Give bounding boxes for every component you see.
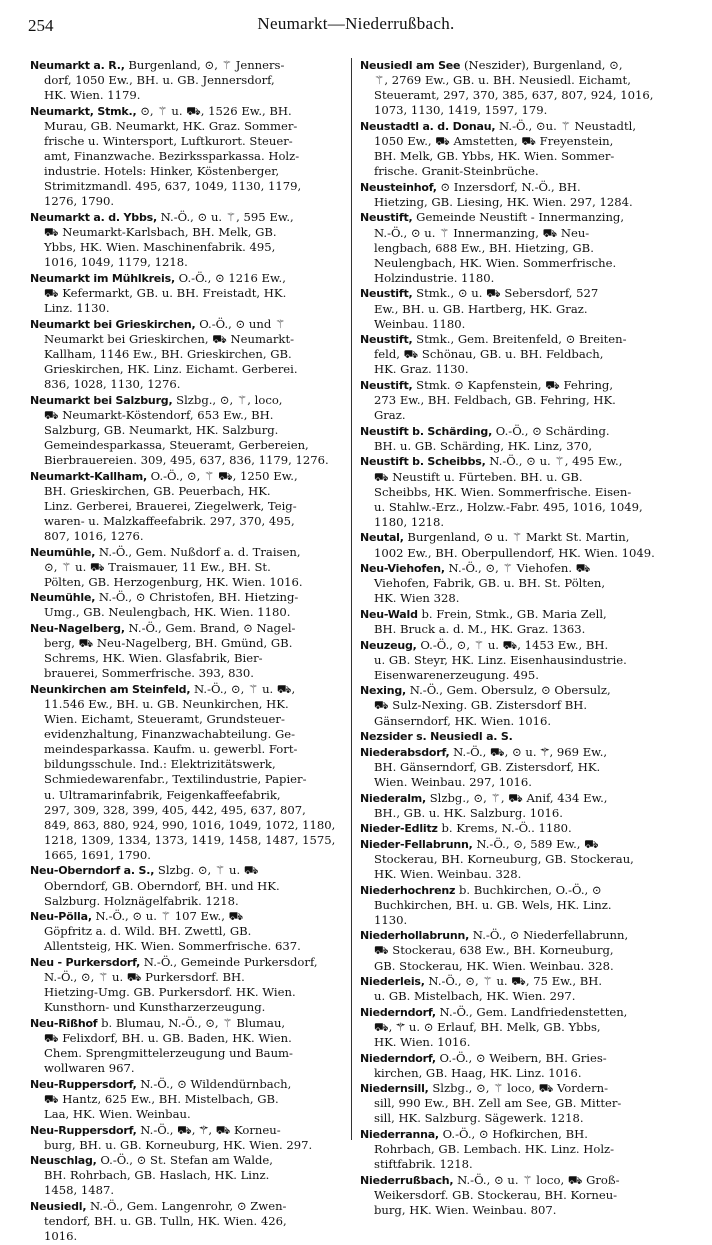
entry-body: N.-Ö., ⊙, 589 Ew., ⛟ Stockerau, BH. Korneuburg, GB. Stockerau, HK. Wien. Weinbau. 328.: [374, 836, 634, 881]
entry-heading: Niederranna,: [360, 1128, 439, 1142]
directory-entry: [360, 530, 678, 560]
directory-entry: [360, 883, 678, 928]
entry-body: Slzbg., ⊙, ⚚ loco, ⛟ Vordern- sill, 990 Ew., BH. Zell am See, GB. Mitter- sill, HK. Salzburg. Sägewerk. 1218.: [374, 1081, 622, 1126]
entry-heading: Niederrußbach,: [360, 1173, 454, 1187]
entry-body: N.-Ö., ⊙u. ⚚ Neustadtl, 1050 Ew., ⛟ Amstetten, ⛟ Freyenstein, BH. Melk, GB. Ybbs, HK. Wien. Sommer- frische. Granit-Steinbrüche.: [374, 118, 636, 179]
directory-entry: [360, 286, 678, 331]
entry-heading: Nezsider s. Neusiedl a. S.: [360, 730, 513, 744]
entry-heading: Neuzeug,: [360, 638, 417, 652]
directory-entry: [30, 863, 348, 908]
entry-heading: Niederhochrenz: [360, 883, 456, 897]
entry-body: N.-Ö., ⊙ Christofen, BH. Hietzing- Umg., GB. Neulengbach, HK. Wien. 1180.: [44, 590, 299, 620]
entry-body: N.-Ö., Gem. Langenrohr, ⊙ Zwen- tendorf, BH. u. GB. Tulln, HK. Wien. 426, 1016.: [44, 1199, 287, 1244]
entry-heading: Neumarkt, Stmk.,: [30, 104, 137, 118]
entry-heading: Niederalm,: [360, 791, 427, 805]
directory-entry: [360, 58, 678, 118]
entry-body: Stmk., ⊙ u. ⛟ Sebersdorf, 527 Ew., BH. u. GB. Hartberg, HK. Graz. Weinbau. 1180.: [374, 286, 599, 331]
entry-heading: Neusteinhof,: [360, 180, 437, 194]
entry-heading: Neustadtl a. d. Donau,: [360, 119, 496, 133]
entry-body: b. Frein, Stmk., GB. Maria Zell, BH. Bruck a. d. M., HK. Graz. 1363.: [374, 606, 607, 636]
entry-body: N.-Ö., Gem. Obersulz, ⊙ Obersulz, ⛟ Sulz-Nexing. GB. Zistersdorf BH. Gänserndorf, HK. Wien. 1016.: [374, 683, 611, 728]
entry-body: N.-Ö., ⛟, ⚚, ⛟ Korneu- burg, BH. u. GB. Korneuburg, HK. Wien. 297.: [44, 1122, 313, 1152]
entry-heading: Neu-Wald: [360, 607, 418, 621]
directory-entry: [360, 1127, 678, 1172]
directory-entry: [360, 180, 678, 210]
directory-entry: [360, 561, 678, 606]
entry-body: O.-Ö., ⊙ Schärding. BH. u. GB. Schärding, HK. Linz, 370,: [374, 423, 610, 453]
entry-heading: Neumarkt im Mühlkreis,: [30, 271, 175, 285]
directory-entry: [360, 974, 678, 1004]
entry-heading: Neustift,: [360, 378, 413, 392]
entry-heading: Niederleis,: [360, 975, 425, 989]
entry-body: N.-Ö., ⊙, ⚚ u. ⛟, 75 Ew., BH. u. GB. Mistelbach, HK. Wien. 297.: [374, 974, 603, 1004]
directory-entry: [360, 791, 678, 821]
directory-entry: [360, 1081, 678, 1126]
entry-body: N.-Ö., ⊙ u. ⚚ 107 Ew., ⛟ Göpfritz a. d. Wild. BH. Zwettl, GB. Allentsteig, HK. Wien. Sommerfrische. 637.: [44, 909, 301, 954]
entry-body: N.-Ö., Gem. Nußdorf a. d. Traisen, ⊙, ⚚ u. ⛟ Traismauer, 11 Ew., BH. St. Pölten, GB. Herzogenburg, HK. Wien. 1016.: [44, 544, 303, 589]
directory-entry: [30, 545, 348, 590]
directory-entry: [360, 683, 678, 728]
directory-entry: [30, 682, 348, 863]
entry-body: O.-Ö., ⊙ St. Stefan am Walde, BH. Rohrbach, GB. Haslach, HK. Linz. 1458, 1487.: [44, 1153, 273, 1198]
directory-entry: [360, 378, 678, 423]
entry-heading: Neustift,: [360, 287, 413, 301]
entry-body: O.-Ö., ⊙ und ⚚ Neumarkt bei Grieskirchen, ⛟ Neumarkt- Kallham, 1146 Ew., BH. Grieskirchen, GB. Grieskirchen, HK. Linz. Eichamt. Gerberei. 836, 1028, 1130, 1276.: [44, 316, 298, 391]
directory-entry: [30, 909, 348, 954]
directory-entry: [360, 454, 678, 529]
entry-body: N.-Ö., ⊙, ⚚ Viehofen. ⛟ Viehofen, Fabrik, GB. u. BH. St. Pölten, HK. Wien 328.: [374, 561, 606, 606]
directory-entry: [360, 928, 678, 973]
directory-entry: [30, 1123, 348, 1153]
entry-heading: Neumarkt a. d. Ybbs,: [30, 210, 157, 224]
entry-heading: Neu-Oberndorf a. S.,: [30, 864, 155, 878]
entry-heading: Neustift,: [360, 211, 413, 225]
entry-body: Stmk., Gem. Breitenfeld, ⊙ Breiten- feld, ⛟ Schönau, GB. u. BH. Feldbach, HK. Graz. 1130.: [374, 332, 627, 377]
entry-body: O.-Ö., ⊙ Weibern, BH. Gries- kirchen, GB. Haag, HK. Linz. 1016.: [374, 1050, 607, 1080]
entry-body: N.-Ö., Gemeinde Purkersdorf, N.-Ö., ⊙, ⚚ u. ⛟ Purkersdorf. BH. Hietzing-Umg. GB. Purkersdorf. HK. Wien. Kunsthorn- und Kunstharzerzeugung.: [44, 955, 318, 1015]
entry-heading: Neumarkt bei Salzburg,: [30, 393, 173, 407]
entry-heading: Niedernsill,: [360, 1082, 429, 1096]
entry-body: N.-Ö., ⊙ u. ⚚, 595 Ew., ⛟ Neumarkt-Karlsbach, BH. Melk, GB. Ybbs, HK. Wien. Maschinenfabrik. 495, 1016, 1049, 1179, 1218.: [44, 209, 294, 270]
page-number: 254: [28, 16, 54, 35]
entry-body: ⊙ Inzersdorf, N.-Ö., BH. Hietzing, GB. Liesing, HK. Wien. 297, 1284.: [374, 179, 633, 209]
entry-body: (Neszider), Burgenland, ⊙, ⚚, 2769 Ew., GB. u. BH. Neusiedl. Eichamt, Steueramt, 297, 370, 385, 637, 807, 924, 1016, 1073, 1130, 1419, 1597, 179.: [374, 58, 654, 118]
left-column: [30, 58, 348, 1245]
entry-heading: Niederabsdorf,: [360, 745, 450, 759]
entry-body: N.-Ö., ⊙, ⚚ u. ⛟, 11.546 Ew., BH. u. GB. Neunkirchen, HK. Wien. Eichamt, Steueramt, Grundsteuer- evidenzhaltung, Finanzwachabteilung. Ge- meindesparkassa. Kaufm. u. gewerbl. Fort- bildungsschule. Ind.: Elektrizitätswerk, Schmiedewarenfabr., Textilindustrie, Papier- u. Ultramarinfabrik, Feigenkaffeefabrik, 297, 309, 328, 399, 405, 442, 495, 637, 807, 849, 863, 880, 924, 990, 1016, 1049, 1072, 1180, 1218, 1309, 1334, 1373, 1419, 1458, 1487, 1575, 1665, 1691, 1790.: [44, 681, 336, 862]
entry-body: Slzbg., ⊙, ⚚, loco, ⛟ Neumarkt-Köstendorf, 653 Ew., BH. Salzburg, GB. Neumarkt, HK. Salzburg. Gemeindesparkassa, Steueramt, Gerbereien, Bierbrauereien. 309, 495, 637, 836, 1179, 1276.: [44, 392, 329, 467]
entry-body: Slzbg., ⊙, ⚚, ⛟ Anif, 434 Ew., BH., GB. u. HK. Salzburg. 1016.: [374, 790, 608, 820]
entry-heading: Neumarkt a. R.,: [30, 59, 125, 72]
entry-heading: Neumühle,: [30, 545, 96, 559]
entry-heading: Neunkirchen am Steinfeld,: [30, 682, 191, 696]
entry-heading: Neu-Nagelberg,: [30, 621, 125, 635]
column-divider: [351, 58, 352, 1140]
directory-entry: [30, 621, 348, 681]
directory-entry: [360, 821, 678, 836]
entry-body: O.-Ö., ⊙, ⚚ ⛟, 1250 Ew., BH. Grieskirchen, GB. Peuerbach, HK. Linz. Gerberei, Brauerei, Ziegelwerk, Teig- waren- u. Malzkaffeefabrik. 297, 370, 495, 807, 1016, 1276.: [44, 468, 298, 543]
entry-heading: Neustift b. Schärding,: [360, 424, 493, 438]
directory-entry: [360, 1051, 678, 1081]
page-header: [0, 0, 712, 46]
directory-entry: [360, 1173, 678, 1218]
entry-heading: Neusiedl,: [30, 1200, 87, 1214]
entry-heading: Nexing,: [360, 684, 407, 698]
entry-body: Slzbg. ⊙, ⚚ u. ⛟ Oberndorf, GB. Oberndorf, BH. und HK. Salzburg. Holznägelfabrik. 1218.: [44, 863, 280, 908]
entry-body: N.-Ö., ⊙ Wildendürnbach, ⛟ Hantz, 625 Ew., BH. Mistelbach, GB. Laa, HK. Wien. Weinbau.: [44, 1076, 292, 1121]
entry-heading: Neu - Purkersdorf,: [30, 956, 141, 970]
entry-heading: Nieder-Fellabrunn,: [360, 837, 473, 851]
directory-entry: [360, 424, 678, 454]
directory-entry: [360, 1005, 678, 1050]
entry-body: N.-Ö., ⊙ u. ⚚, 495 Ew., ⛟ Neustift u. Fürteben. BH. u. GB. Scheibbs, HK. Wien. Sommerfrische. Eisen- u. Stahlw.-Erz., Holzw.-Fabr. 495, 1016, 1049, 1180, 1218.: [374, 454, 643, 529]
entry-body: N.-Ö., Gem. Landfriedenstetten, ⛟, ⚚ u. ⊙ Erlauf, BH. Melk, GB. Ybbs, HK. Wien. 1016.: [374, 1004, 628, 1049]
entry-body: Stmk. ⊙ Kapfenstein, ⛟ Fehring, 273 Ew., BH. Feldbach, GB. Fehring, HK. Graz.: [374, 377, 616, 423]
entry-body: b. Buchkirchen, O.-Ö., ⊙ Buchkirchen, BH. u. GB. Wels, HK. Linz. 1130.: [374, 882, 612, 927]
entry-body: ⊙, ⚚ u. ⛟, 1526 Ew., BH. Murau, GB. Neumarkt, HK. Graz. Sommer- frische u. Wintersport, Luftkurort. Steuer- amt, Finanzwache. Bezirkssparkassa. Holz- industrie. Hotels: Hinker, Köstenberger, Strimitzmandl. 495, 637, 1049, 1130, 1179, 1276, 1790.: [44, 103, 302, 209]
entry-body: O.-Ö., ⊙ 1216 Ew., ⛟ Kefermarkt, GB. u. BH. Freistadt, HK. Linz. 1130.: [44, 270, 287, 315]
directory-entry: [360, 607, 678, 637]
directory-entry: [360, 638, 678, 683]
directory-entry: [30, 955, 348, 1015]
entry-body: N.-Ö., ⊙ u. ⚚ loco, ⛟ Groß- Weikersdorf. GB. Stockerau, BH. Korneu- burg, HK. Wien. Weinbau. 807.: [374, 1172, 620, 1218]
entry-heading: Neu-Ruppersdorf,: [30, 1077, 137, 1091]
directory-entry: [30, 210, 348, 270]
right-column: [360, 58, 678, 1219]
entry-heading: Niederndorf,: [360, 1051, 436, 1065]
entry-body: Burgenland, ⊙, ⚚ Jenners- dorf, 1050 Ew., BH. u. GB. Jennersdorf, HK. Wien. 1179.: [44, 58, 285, 103]
entry-heading: Neuschlag,: [30, 1154, 97, 1168]
page-title: Neumarkt—Niederrußbach.: [257, 14, 455, 33]
directory-entry: [360, 837, 678, 882]
directory-entry: [30, 1199, 348, 1244]
directory-entry: [30, 104, 348, 210]
directory-entry: [360, 729, 678, 744]
entry-body: O.-Ö., ⊙ Hofkirchen, BH. Rohrbach, GB. Lembach. HK. Linz. Holz- stiftfabrik. 1218.: [374, 1127, 615, 1172]
directory-entry: [30, 271, 348, 316]
directory-entry: [360, 332, 678, 377]
entry-heading: Neu-Rißhof: [30, 1016, 98, 1030]
entry-heading: Neustift,: [360, 333, 413, 347]
entry-heading: Niederhollabrunn,: [360, 929, 470, 943]
entry-heading: Neu-Viehofen,: [360, 562, 445, 576]
entry-heading: Neu-Ruppersdorf,: [30, 1123, 137, 1137]
entry-body: b. Blumau, N.-Ö., ⊙, ⚚ Blumau, ⛟ Felixdorf, BH. u. GB. Baden, HK. Wien. Chem. Sprengmittelerzeugung und Baum- wollwaren 967.: [44, 1015, 293, 1076]
entry-body: b. Krems, N.-Ö.. 1180.: [437, 821, 572, 836]
directory-entry: [30, 590, 348, 620]
entry-heading: Neu-Pölla,: [30, 910, 92, 924]
entry-heading: Neustift b. Scheibbs,: [360, 455, 486, 469]
entry-heading: Neumarkt bei Grieskirchen,: [30, 317, 196, 331]
entry-heading: Neutal,: [360, 531, 404, 545]
entry-body: N.-Ö., ⊙ Niederfellabrunn, ⛟ Stockerau, 638 Ew., BH. Korneuburg, GB. Stockerau, HK. Wien. Weinbau. 328.: [374, 928, 629, 973]
entry-body: Gemeinde Neustift - Innermanzing, N.-Ö., ⊙ u. ⚚ Innermanzing, ⛟ Neu- lengbach, 688 Ew., BH. Hietzing, GB. Neulengbach, HK. Wien. Sommerfrische. Holzindustrie. 1180.: [374, 210, 625, 285]
entry-body: Burgenland, ⊙ u. ⚚ Markt St. Martin, 1002 Ew., BH. Oberpullendorf, HK. Wien. 1049.: [374, 530, 655, 560]
entry-heading: Niederndorf,: [360, 1005, 436, 1019]
directory-entry: [30, 58, 348, 103]
entry-heading: Neumarkt-Kallham,: [30, 469, 147, 483]
directory-entry: [30, 1016, 348, 1076]
entry-body: N.-Ö., Gem. Brand, ⊙ Nagel- berg, ⛟ Neu-Nagelberg, BH. Gmünd, GB. Schrems, HK. Wien. Glasfabrik, Bier- brauerei, Sommerfrische. 393, 830.: [44, 620, 296, 681]
directory-entry: [30, 1077, 348, 1122]
entry-heading: Nieder-Edlitz: [360, 822, 438, 836]
entry-body: N.-Ö., ⛟, ⊙ u. ⚚, 969 Ew., BH. Gänserndorf, GB. Zistersdorf, HK. Wien. Weinbau. 297, 1016.: [374, 744, 608, 789]
entry-heading: Neumühle,: [30, 591, 96, 605]
entry-heading: Neusiedl am See: [360, 59, 461, 72]
directory-entry: [360, 119, 678, 179]
directory-entry: [360, 210, 678, 285]
directory-entry: [30, 393, 348, 468]
directory-entry: [360, 745, 678, 790]
directory-entry: [30, 317, 348, 392]
directory-entry: [30, 469, 348, 544]
entry-body: O.-Ö., ⊙, ⚚ u. ⛟, 1453 Ew., BH. u. GB. Steyr, HK. Linz. Eisenhausindustrie. Eisenwarenerzeugung. 495.: [374, 637, 627, 682]
